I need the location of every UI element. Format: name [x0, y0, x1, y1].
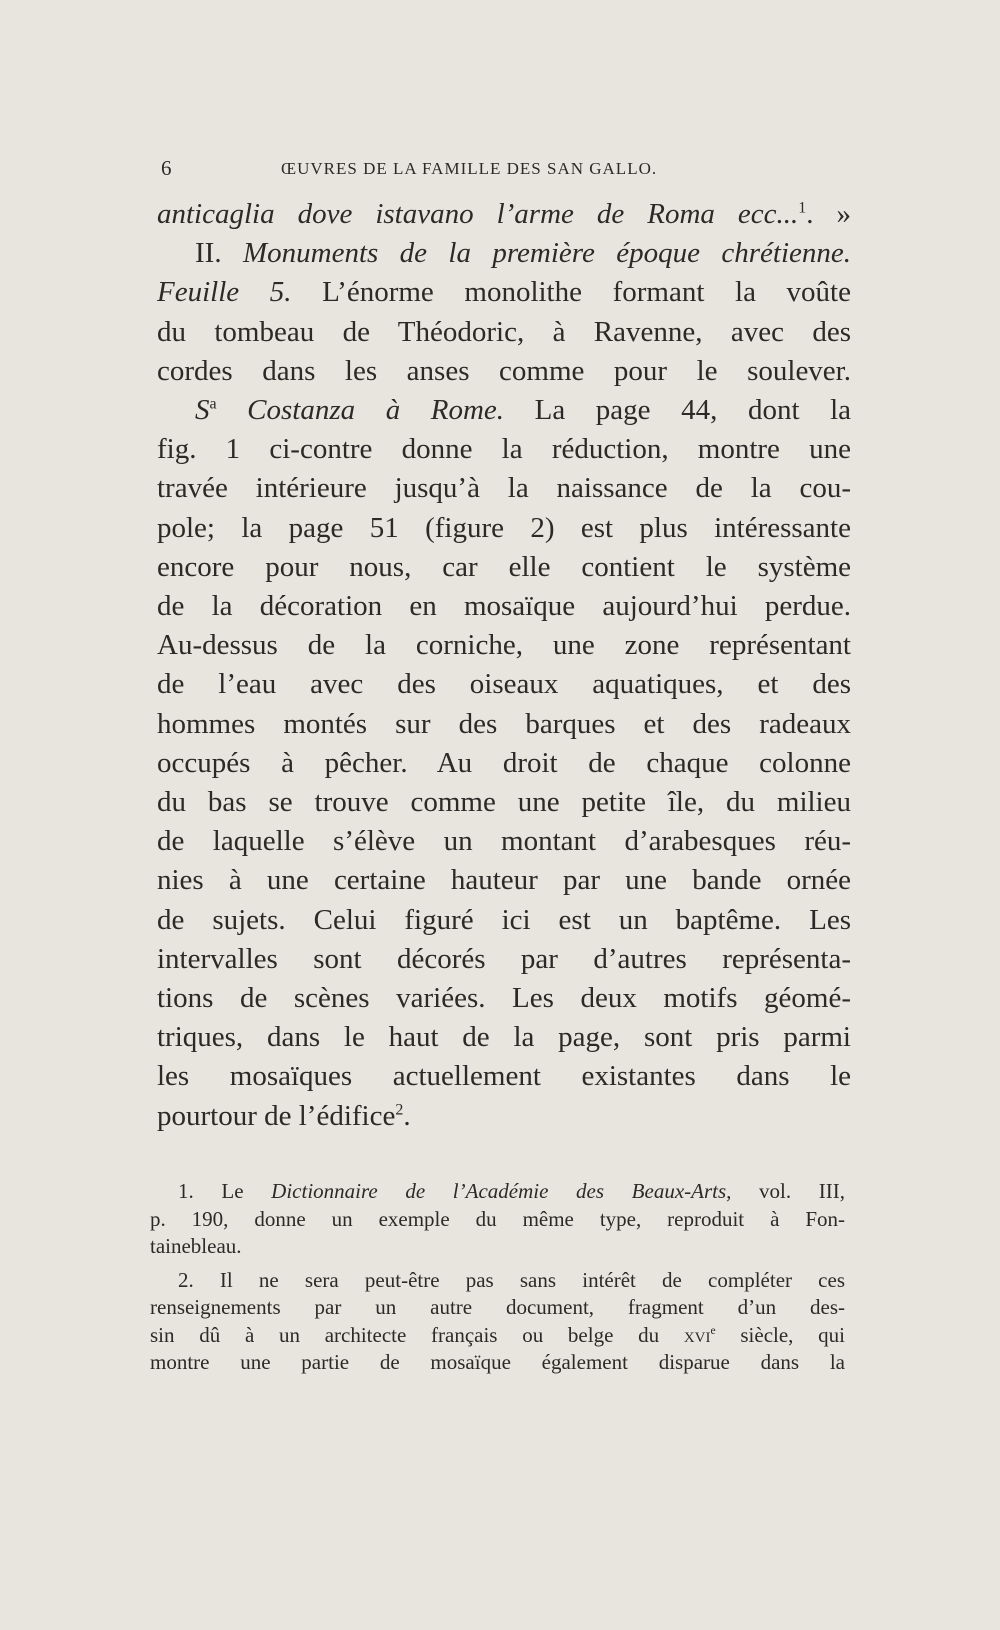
text-line: occupés à pêcher. Au droit de chaque colonne	[157, 746, 851, 779]
footnote-line	[150, 1178, 845, 1206]
text-line: de la décoration en mosaïque aujourd’hui perdue.	[157, 590, 851, 623]
text-line: travée intérieure jusqu’à la naissance de la cou-	[157, 472, 851, 505]
text-line: pole; la page 51 (figure 2) est plus intéressante	[157, 511, 851, 544]
text-line: du tombeau de Théodoric, à Ravenne, avec des	[157, 315, 851, 348]
footnotes	[150, 1178, 845, 1377]
text-line: de l’eau avec des oiseaux aquatiques, et des	[157, 668, 851, 701]
monument-name: Costanza à Rome.	[216, 394, 505, 427]
section-title: Monuments de la première époque chrétienne.	[242, 237, 852, 270]
main-text	[157, 195, 851, 1136]
text-run: . »	[806, 198, 852, 230]
text-line	[157, 1097, 851, 1136]
text-line	[157, 195, 851, 234]
text-line: Au-dessus de la corniche, une zone représentant	[157, 629, 851, 662]
text-run: pourtour de l’édifice	[157, 1099, 396, 1132]
footnote-line	[150, 1267, 845, 1295]
text-run: siècle, qui	[715, 1322, 845, 1347]
superscript: e	[710, 1324, 716, 1337]
running-title: ŒUVRES DE LA FAMILLE DES SAN GALLO.	[281, 159, 658, 178]
cited-work-title: Dictionnaire de l’Académie des Beaux-Arts,	[271, 1179, 732, 1203]
text-line	[157, 391, 851, 430]
text-line: hommes montés sur des barques et des radeaux	[157, 707, 851, 740]
text-run: La page 44, dont la	[504, 394, 851, 427]
footnote-line: p. 190, donne un exemple du même type, reproduit à Fon-	[150, 1206, 845, 1231]
text-line	[157, 273, 851, 312]
footnote-line: montre une partie de mosaïque également disparue dans la	[150, 1350, 845, 1374]
superscript: a	[209, 395, 217, 413]
footnote-ref: 1	[798, 199, 807, 217]
century-numeral: xvi	[683, 1322, 711, 1347]
text-line: nies à une certaine hauteur par une bande ornée	[157, 864, 851, 897]
text-run: 2. Il ne sera peut-être pas sans intérêt de compléter ces	[178, 1267, 845, 1292]
footnote-ref: 2	[395, 1101, 404, 1119]
footnote-1	[150, 1178, 845, 1261]
text-run: S	[195, 394, 210, 427]
text-line: de laquelle s’élève un montant d’arabesques réu-	[157, 825, 851, 858]
text-line: triques, dans le haut de la page, sont pris parmi	[157, 1021, 851, 1054]
section-heading	[157, 234, 851, 273]
text-run: 1. Le	[178, 1179, 272, 1203]
text-run: vol. III,	[731, 1179, 845, 1203]
page-number: 6	[161, 156, 173, 180]
text-line: les mosaïques actuellement existantes dans le	[157, 1060, 851, 1093]
italic-quote: anticaglia dove istavano l’arme de Roma ecc...	[157, 198, 799, 230]
text-line: encore pour nous, car elle contient le système	[157, 550, 851, 583]
text-run: sin dû à un architecte français ou belge du	[150, 1322, 684, 1347]
text-line: intervalles sont décorés par d’autres représenta-	[157, 942, 851, 975]
text-run: .	[403, 1099, 411, 1132]
text-line: cordes dans les anses comme pour le soulever.	[157, 354, 851, 387]
footnote-line: tainebleau.	[150, 1234, 242, 1258]
footnote-line	[150, 1322, 845, 1350]
footnote-line: renseignements par un autre document, fragment d’un des-	[150, 1295, 845, 1319]
text-line: tions de scènes variées. Les deux motifs géomé-	[157, 982, 851, 1015]
text-line: du bas se trouve comme une petite île, du milieu	[157, 786, 851, 819]
section-number: II.	[195, 237, 222, 270]
sheet-label: Feuille 5.	[157, 276, 292, 309]
footnote-2	[150, 1267, 845, 1377]
text-run: L’énorme monolithe formant la voûte	[291, 276, 851, 309]
text-line: de sujets. Celui figuré ici est un baptême. Les	[157, 903, 851, 936]
text-line: fig. 1 ci-contre donne la réduction, montre une	[157, 433, 851, 466]
